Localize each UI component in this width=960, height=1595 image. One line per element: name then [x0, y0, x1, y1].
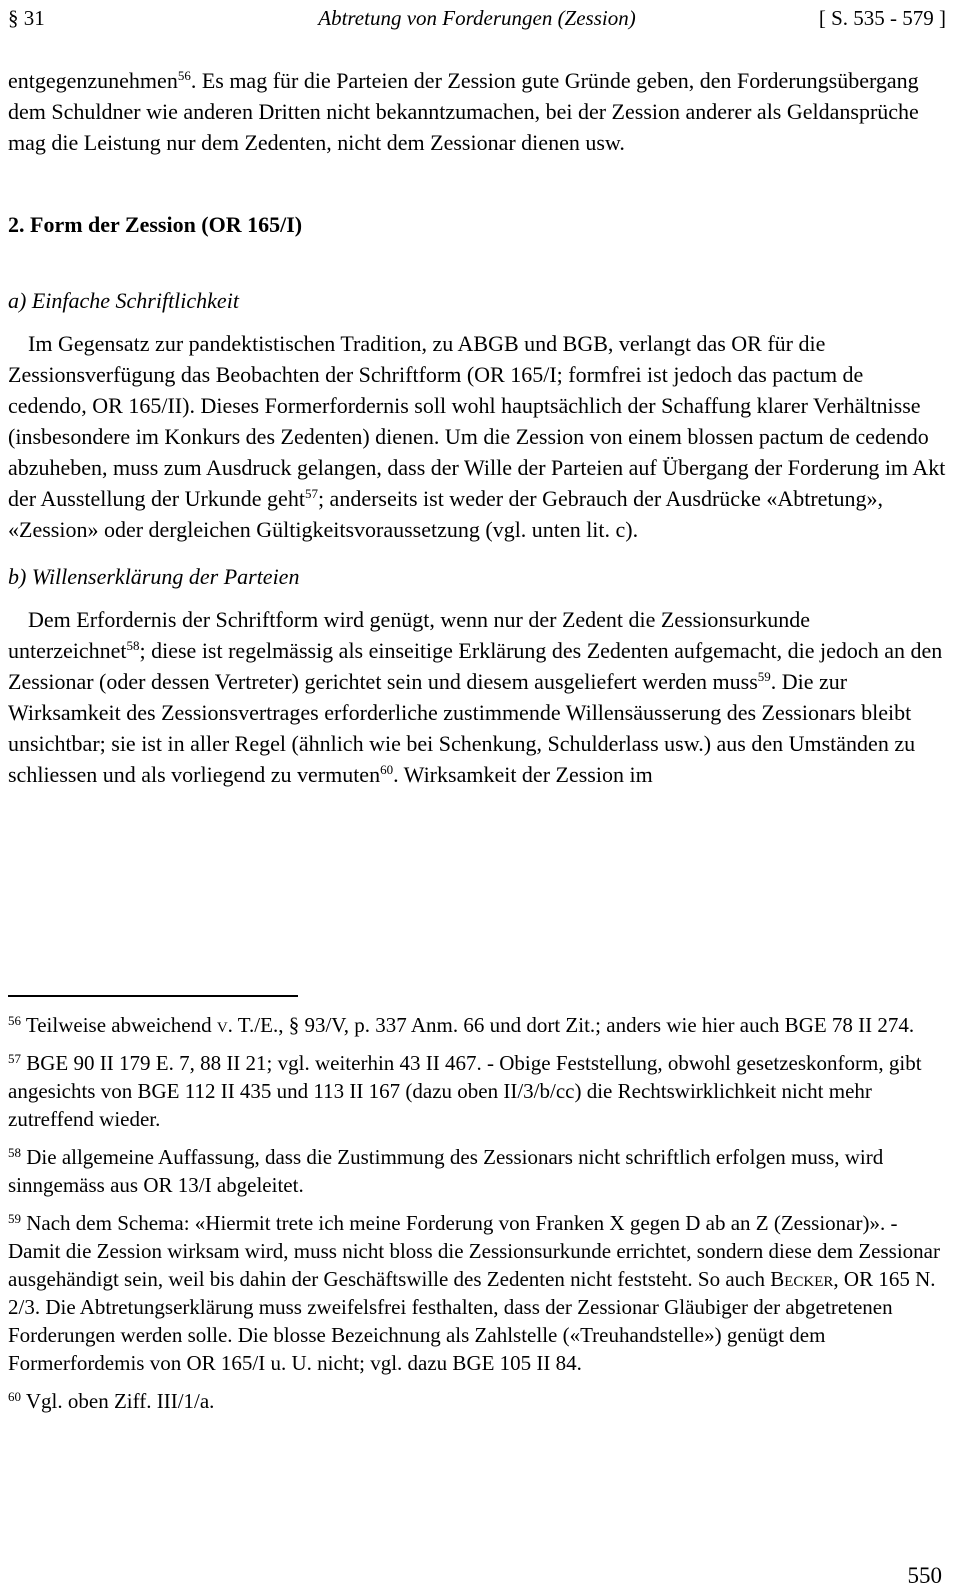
section-heading: 2. Form der Zession (OR 165/I) — [8, 212, 303, 237]
footnote-ref: 57 — [304, 486, 318, 501]
footnote — [8, 1209, 946, 1377]
text-run: Nach dem Schema: «Hiermit trete ich meine Forderung von Franken X gegen D ab an Z (Zessionar)». - Damit die Zession wirksam wird, muss nicht bloss die Zessionsurkunde errichtet, sondern diese dem Zessionar ausgehändigt sein, weil bis dahin der Geschäftswille des Zedenten nicht feststeht. So auch — [8, 1211, 940, 1291]
paragraph — [8, 328, 946, 545]
footnote-ref: 58 — [126, 638, 140, 653]
footnotes — [8, 1011, 946, 1415]
footnote-separator — [8, 995, 298, 997]
text-run: v. — [216, 1013, 233, 1037]
footnote-number: 57 — [8, 1051, 21, 1066]
page-range: [ S. 535 - 579 ] — [818, 6, 946, 30]
text-run: , OR 165 N. 2/3. Die Abtretungserklärung muss zweifelsfrei festhalten, dass der Zessionar Gläubiger der abgetretenen Forderungen werden solle. Die blosse Bezeichnung als Zahlstelle («Treuhandstelle») genügt dem Formerfordemis von OR 165/I u. U. nicht; vgl. dazu BGE 105 II 84. — [8, 1267, 936, 1375]
paragraph — [8, 65, 946, 158]
footnote — [8, 1143, 946, 1199]
page-number: 550 — [907, 1563, 942, 1588]
text-run: ; diese ist regelmässig als einseitige Erklärung des Zedenten aufgemacht, die jedoch an den Zessionar (oder dessen Vertreter) gerichtet sein und diesem ausgeliefert werden muss — [8, 638, 943, 694]
text-run: Becker — [770, 1267, 834, 1291]
footnote-number: 60 — [8, 1389, 21, 1404]
running-header — [8, 6, 946, 31]
footnote-number: 59 — [8, 1211, 21, 1226]
text-run: Teilweise abweichend — [21, 1013, 217, 1037]
text-run: T./E., § 93/V, p. 337 Anm. 66 und dort Zit.; anders wie hier auch BGE 78 II 274. — [232, 1013, 915, 1037]
text-run: . Wirksamkeit der Zession im — [393, 762, 653, 787]
text-run: Dem Erfordernis der Schriftform wird genügt, wenn nur der Zedent die Zessionsurkunde unterzeichnet — [8, 607, 810, 663]
text-run: Im Gegensatz zur pandektistischen Tradition, zu ABGB und BGB, verlangt das OR für die Zessionsverfügung das Beobachten der Schriftform (OR 165/I; formfrei ist jedoch das pactum de cedendo, OR 165/II). Dieses Formerfordernis soll wohl hauptsächlich der Schaffung klarer Verhältnisse (insbesondere im Konkurs des Zedenten) dienen. Um die Zession von einem blossen pactum de cedendo abzuheben, muss zum Ausdruck gelangen, dass der Wille der Parteien auf Übergang der Forderung im Akt der Ausstellung der Urkunde geht — [8, 331, 946, 511]
text-run: Die allgemeine Auffassung, dass die Zustimmung des Zessionars nicht schriftlich erfolgen muss, wird sinngemäss aus OR 13/I abgeleitet. — [8, 1145, 884, 1197]
subsection-heading: a) Einfache Schriftlichkeit — [8, 288, 239, 313]
footnote-number: 56 — [8, 1013, 21, 1028]
text-run: ; anderseits ist weder der Gebrauch der Ausdrücke «Abtretung», «Zession» oder dergleichen Gültigkeitsvoraussetzung (vgl. unten lit. c). — [8, 486, 884, 542]
paragraph — [8, 604, 946, 790]
section-number: § 31 — [8, 6, 45, 30]
footnote-ref: 56 — [177, 68, 191, 83]
document-title: Abtretung von Forderungen (Zession) — [318, 6, 636, 30]
footnote-ref: 60 — [380, 762, 394, 777]
text-run: . Es mag für die Parteien der Zession gute Gründe geben, den Forderungsübergang dem Schuldner wie anderen Dritten nicht bekanntzumachen, bei der Zession anderer als Geldansprüche mag die Leistung nur dem Zedenten, nicht dem Zessionar dienen usw. — [8, 68, 919, 155]
footnote-number: 58 — [8, 1145, 21, 1160]
body-content — [8, 65, 946, 790]
text-run: entgegenzunehmen — [8, 68, 178, 93]
footnote — [8, 1011, 946, 1039]
text-run: . Die zur Wirksamkeit des Zessionsvertrages erforderliche zustimmende Willensäusserung des Zessionars bleibt unsichtbar; sie ist in aller Regel (ähnlich wie bei Schenkung, Schulderlass usw.) aus den Umständen zu schliessen und als vorliegend zu vermuten — [8, 669, 916, 787]
subsection-heading: b) Willenserklärung der Parteien — [8, 564, 300, 589]
text-run: BGE 90 II 179 E. 7, 88 II 21; vgl. weiterhin 43 II 467. - Obige Feststellung, obwohl gesetzeskonform, gibt angesichts von BGE 112 II 435 und 113 II 167 (dazu oben II/3/b/cc) die Rechtswirklichkeit nicht mehr zutreffend wieder. — [8, 1051, 922, 1131]
footnote — [8, 1387, 946, 1415]
footnote-ref: 59 — [757, 669, 771, 684]
footnote — [8, 1049, 946, 1133]
text-run: Vgl. oben Ziff. III/1/a. — [21, 1389, 215, 1413]
